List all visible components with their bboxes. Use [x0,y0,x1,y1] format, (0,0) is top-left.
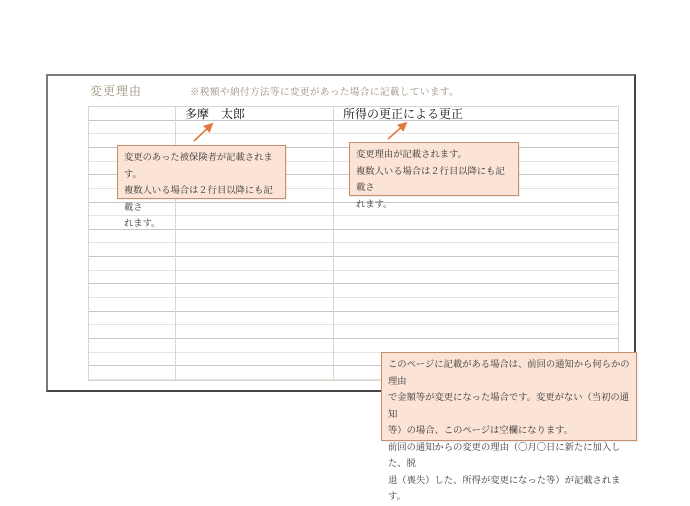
callout-line: 等）の場合、このページは空欄になります。 [388,425,574,436]
callout-line: 前回の通知からの変更の理由（〇月〇日に新たに加入した、脱 [388,441,621,469]
callout-line: 変更のあった被保険者が記載されます。 [124,152,273,180]
section-title: 変更理由 [90,84,143,98]
callout-change-reason [349,142,519,210]
callout-line: れます。 [124,218,161,229]
section-note: ※税額や納付方法等に変更があった場合に記載しています。 [190,87,460,98]
callout-line: 複数人いる場合は２行目以降にも記載さ [124,185,273,213]
header-change-reason: 所得の更正による更正 [343,107,464,121]
header-insured-name: 多摩 太郎 [185,107,246,121]
callout-line: れます。 [356,198,393,210]
callout-line: 退（喪失）した、所得が変更になった等）が記載されます。 [388,474,621,502]
callout-line: で金額等が変更になった場合です。変更がない（当初の通知 [388,392,629,420]
callout-line: 複数人いる場合は２行目以降にも記載さ [356,165,505,193]
callout-line: このページに記載がある場合は、前回の通知から何らかの理由 [388,359,630,387]
callout-page-note [381,352,637,502]
callout-line: 変更理由が記載されます。 [356,149,467,160]
callout-insured-person [117,145,286,229]
